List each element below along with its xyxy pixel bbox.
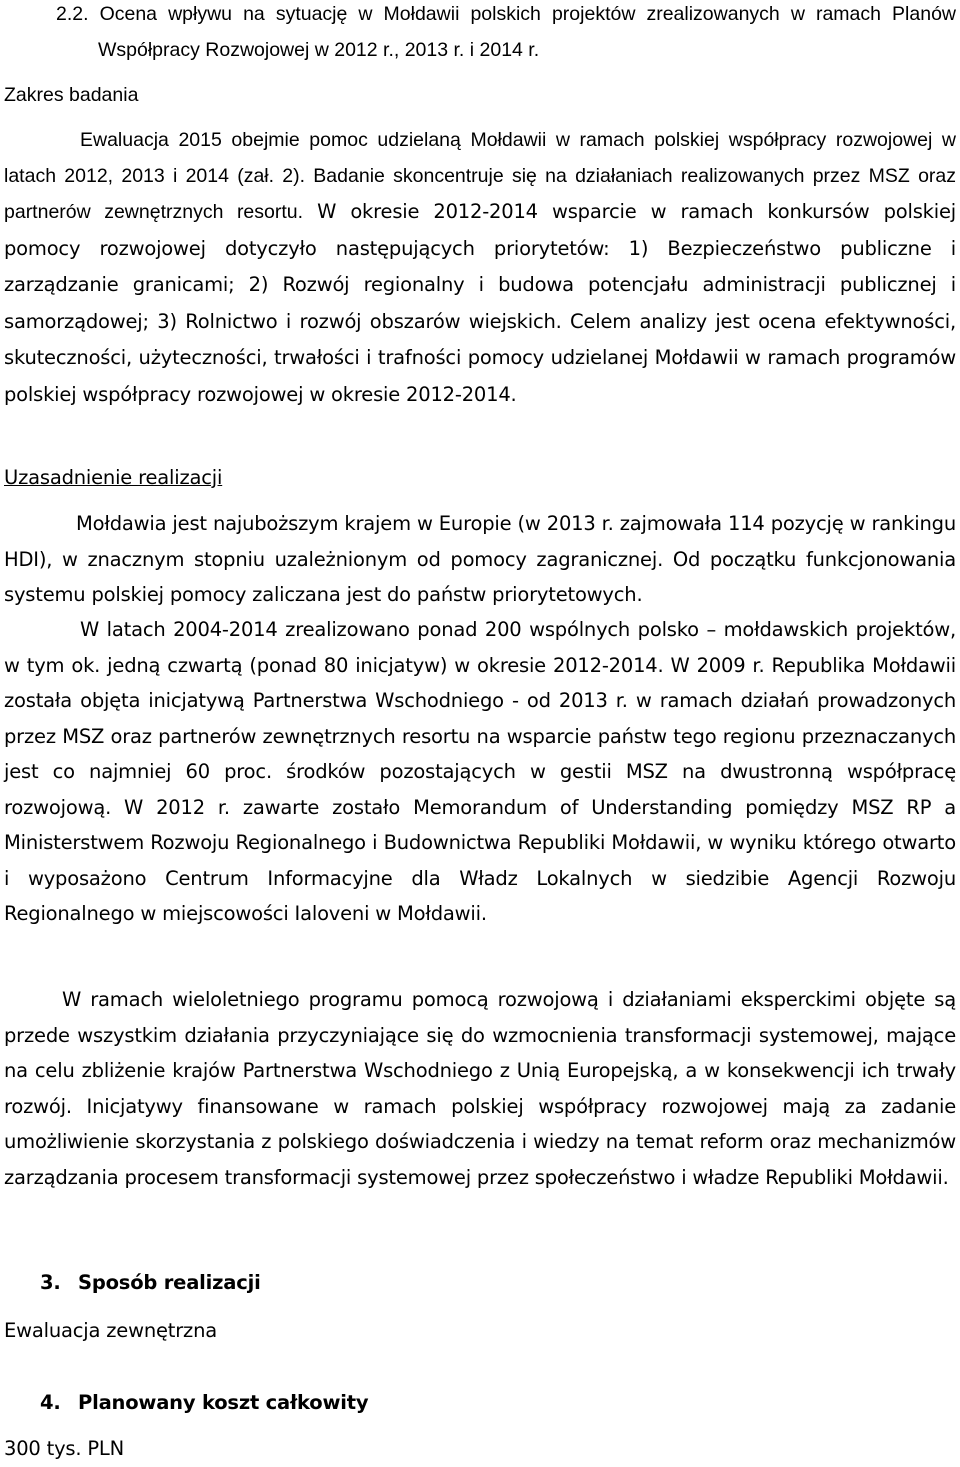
justification-paragraph-3: W ramach wieloletniego programu pomocą rozwojową i działaniami eksperckimi objęte są przede wszystkim działania przyczyniające się do wzmocnienia transformacji systemowej, mające na celu zbliżenie krajów Partnerstwa Wschodniego z Unią Europejską, a w konsekwencji ich trwały rozwój. Inicjatywy finansowane w ramach polskiej współpracy rozwojowej mają za zadanie umożliwienie skorzystania z polskiego doświadczenia i wiedzy na temat reform oraz mechanizmów zarządzania procesem transformacji systemowej przez społeczeństwo i władze Republiki Mołdawii. bbox=[4, 988, 956, 1189]
scope-paragraph bbox=[4, 123, 956, 413]
scope-paragraph-part1: Ewaluacja 2015 obejmie pomoc udzielaną Mołdawii w ramach polskiej współpracy rozwojowej w latach 2012, 2013 i 2014 (zał. 2). Badanie skoncentruje się na działaniach realizowanych przez MSZ oraz partnerów zewnętrznych resortu. bbox=[4, 129, 956, 223]
section-3-title: Sposób realizacji bbox=[78, 1271, 261, 1294]
section-3-body: Ewaluacja zewnętrzna bbox=[4, 1319, 217, 1342]
section-heading: 2.2. Ocena wpływu na sytuację w Mołdawii polskich projektów zrealizowanych w ramach Planów Współpracy Rozwojowej w 2012 r., 2013 r. i 2014 r. bbox=[56, 3, 956, 61]
scope-label: Zakres badania bbox=[4, 84, 139, 106]
section-4-body: 300 tys. PLN bbox=[4, 1437, 124, 1460]
justification-paragraph-2: W latach 2004-2014 zrealizowano ponad 200 wspólnych polsko – mołdawskich projektów, w tym ok. jedną czwartą (ponad 80 inicjatyw) w okresie 2012-2014. W 2009 r. Republika Mołdawii została objęta inicjatywą Partnerstwa Wschodniego - od 2013 r. w ramach działań prowadzonych przez MSZ oraz partnerów zewnętrznych resortu na wsparcie państw tego regionu przeznaczanych jest co najmniej 60 proc. środków pozostających w gestii MSZ na dwustronną współpracę rozwojową. W 2012 r. zawarte zostało Memorandum of Understanding pomiędzy MSZ RP a Ministerstwem Rozwoju Regionalnego i Budownictwa Republiki Mołdawii, w wyniku którego otwarto i wyposażono Centrum Informacyjne dla Władz Lokalnych w siedzibie Agencji Rozwoju Regionalnego w miejscowości Ialoveni w Mołdawii. bbox=[4, 618, 956, 925]
section-3-heading bbox=[40, 1265, 261, 1301]
section-3-number: 3. bbox=[40, 1271, 61, 1294]
scope-paragraph-part2: W okresie 2012-2014 wsparcie w ramach konkursów polskiej pomocy rozwojowej dotyczyło następujących priorytetów: 1) Bezpieczeństwo publiczne i zarządzanie granicami; 2) Rozwój regionalny i budowa potencjału administracji publicznej i samorządowej; 3) Rolnictwo i rozwój obszarów wiejskich. Celem analizy jest ocena efektywności, skuteczności, użyteczności, trwałości i trafności pomocy udzielanej Mołdawii w ramach programów polskiej współpracy rozwojowej w okresie 2012-2014. bbox=[4, 200, 957, 406]
section-4-title: Planowany koszt całkowity bbox=[78, 1391, 369, 1414]
section-4-number: 4. bbox=[40, 1391, 61, 1414]
justification-label: Uzasadnienie realizacji bbox=[4, 466, 223, 489]
section-4-heading bbox=[40, 1385, 368, 1421]
justification-paragraph-1: Mołdawia jest najuboższym krajem w Europie (w 2013 r. zajmowała 114 pozycję w rankingu HDI), w znacznym stopniu uzależnionym od pomocy zagranicznej. Od początku funkcjonowania systemu polskiej pomocy zaliczana jest do państw priorytetowych. bbox=[4, 512, 956, 606]
